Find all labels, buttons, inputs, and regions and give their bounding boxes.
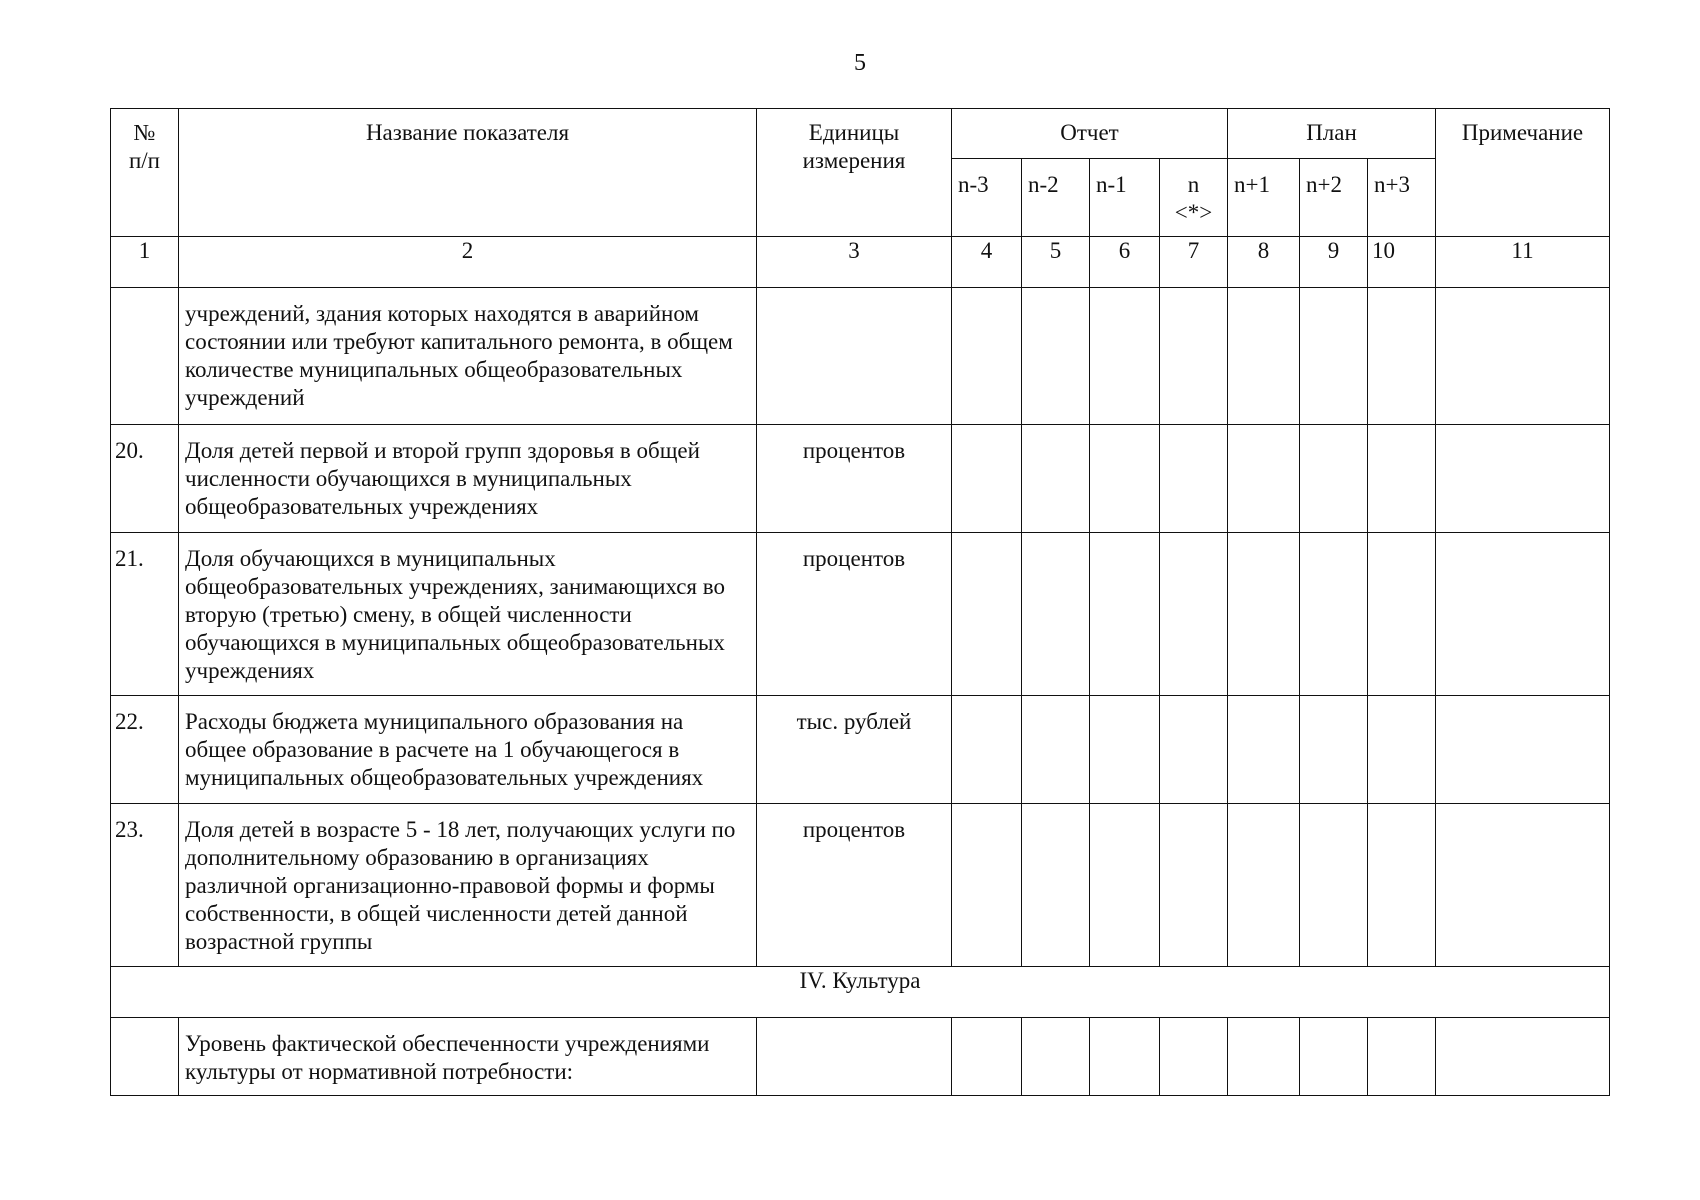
value-cell — [1022, 288, 1090, 425]
column-number: 8 — [1228, 237, 1300, 288]
value-cell — [1160, 696, 1228, 804]
value-cell — [1368, 288, 1436, 425]
indicator-name: Доля детей в возрасте 5 - 18 лет, получающих услуги по дополнительному образованию в организациях различной организационно-правовой формы и формы собственности, в общей численности детей данной возрастной группы — [179, 804, 757, 967]
value-cell — [1368, 804, 1436, 967]
value-cell — [1228, 425, 1300, 533]
value-cell — [1160, 425, 1228, 533]
value-cell — [952, 804, 1022, 967]
value-cell — [1160, 804, 1228, 967]
value-cell — [1368, 696, 1436, 804]
value-cell — [1228, 1018, 1300, 1096]
section-title: IV. Культура — [111, 967, 1610, 1018]
value-cell — [1022, 696, 1090, 804]
value-cell — [1368, 1018, 1436, 1096]
indicators-table — [110, 108, 1610, 1096]
header-sub-n3: n-3 — [952, 159, 1022, 237]
value-cell — [1022, 533, 1090, 696]
column-number: 9 — [1300, 237, 1368, 288]
unit-cell: процентов — [757, 425, 952, 533]
value-cell — [1090, 696, 1160, 804]
table-row — [111, 696, 1610, 804]
row-number — [111, 1018, 179, 1096]
note-cell — [1436, 1018, 1610, 1096]
note-cell — [1436, 288, 1610, 425]
value-cell — [1022, 804, 1090, 967]
value-cell — [1090, 1018, 1160, 1096]
header-report-group — [952, 109, 1228, 159]
header-report-label: Отчет — [1060, 120, 1119, 145]
unit-cell: тыс. рублей — [757, 696, 952, 804]
value-cell — [1300, 425, 1368, 533]
table-row — [111, 425, 1610, 533]
value-cell — [1160, 1018, 1228, 1096]
value-cell — [952, 288, 1022, 425]
value-cell — [1368, 425, 1436, 533]
table-row — [111, 804, 1610, 967]
page-number: 5 — [854, 50, 866, 76]
indicator-name: Уровень фактической обеспеченности учреждениями культуры от нормативной потребности: — [179, 1018, 757, 1096]
row-number — [111, 288, 179, 425]
note-cell — [1436, 533, 1610, 696]
header-sub-n — [1160, 159, 1228, 237]
note-cell — [1436, 804, 1610, 967]
value-cell — [1022, 1018, 1090, 1096]
header-sub-n2: n-2 — [1022, 159, 1090, 237]
header-sub-p2: n+2 — [1300, 159, 1368, 237]
row-number: 21. — [111, 533, 179, 696]
value-cell — [952, 696, 1022, 804]
header-plan-label: План — [1306, 120, 1357, 145]
table-row — [111, 1018, 1610, 1096]
header-num-label: № п/п — [128, 120, 160, 173]
value-cell — [1368, 533, 1436, 696]
column-number: 5 — [1022, 237, 1090, 288]
unit-cell — [757, 288, 952, 425]
unit-cell — [757, 1018, 952, 1096]
table-row — [111, 533, 1610, 696]
header-name-label: Название показателя — [365, 120, 570, 145]
value-cell — [1090, 533, 1160, 696]
row-number: 23. — [111, 804, 179, 967]
value-cell — [1228, 804, 1300, 967]
value-cell — [1160, 533, 1228, 696]
value-cell — [1300, 1018, 1368, 1096]
value-cell — [1022, 425, 1090, 533]
value-cell — [1228, 288, 1300, 425]
value-cell — [952, 1018, 1022, 1096]
header-unit — [757, 109, 952, 237]
header-sub-p3: n+3 — [1368, 159, 1436, 237]
header-sub-n-label: n <*> — [1174, 172, 1213, 225]
column-number: 2 — [179, 237, 757, 288]
header-sub-p1: n+1 — [1228, 159, 1300, 237]
value-cell — [1300, 533, 1368, 696]
value-cell — [1300, 288, 1368, 425]
header-plan-group — [1228, 109, 1436, 159]
header-sub-n1: n-1 — [1090, 159, 1160, 237]
header-note-label: Примечание — [1461, 120, 1584, 145]
column-number: 1 — [111, 237, 179, 288]
header-name — [179, 109, 757, 237]
column-number: 11 — [1436, 237, 1610, 288]
indicator-name: Доля детей первой и второй групп здоровья в общей численности обучающихся в муниципальных общеобразовательных учреждениях — [179, 425, 757, 533]
value-cell — [1300, 804, 1368, 967]
row-number: 20. — [111, 425, 179, 533]
column-number: 3 — [757, 237, 952, 288]
indicator-name: учреждений, здания которых находятся в аварийном состоянии или требуют капитального ремонта, в общем количестве муниципальных общеобразовательных учреждений — [179, 288, 757, 425]
indicator-name: Доля обучающихся в муниципальных общеобразовательных учреждениях, занимающихся во вторую (третью) смену, в общей численности обучающихся в муниципальных общеобразовательных учреждениях — [179, 533, 757, 696]
value-cell — [1090, 804, 1160, 967]
value-cell — [1228, 533, 1300, 696]
header-num — [111, 109, 179, 237]
column-number-row — [111, 237, 1610, 288]
value-cell — [952, 533, 1022, 696]
header-unit-label: Единицы измерения — [802, 120, 906, 173]
note-cell — [1436, 696, 1610, 804]
unit-cell: процентов — [757, 804, 952, 967]
note-cell — [1436, 425, 1610, 533]
value-cell — [952, 425, 1022, 533]
value-cell — [1228, 696, 1300, 804]
value-cell — [1300, 696, 1368, 804]
column-number: 6 — [1090, 237, 1160, 288]
unit-cell: процентов — [757, 533, 952, 696]
column-number: 7 — [1160, 237, 1228, 288]
value-cell — [1160, 288, 1228, 425]
indicator-name: Расходы бюджета муниципального образования на общее образование в расчете на 1 обучающегося в муниципальных общеобразовательных учреждениях — [179, 696, 757, 804]
header-note — [1436, 109, 1610, 237]
row-number: 22. — [111, 696, 179, 804]
value-cell — [1090, 288, 1160, 425]
column-number: 10 — [1368, 237, 1436, 288]
column-number: 4 — [952, 237, 1022, 288]
value-cell — [1090, 425, 1160, 533]
header-row-top — [111, 109, 1610, 159]
table-row — [111, 288, 1610, 425]
section-row — [111, 967, 1610, 1018]
